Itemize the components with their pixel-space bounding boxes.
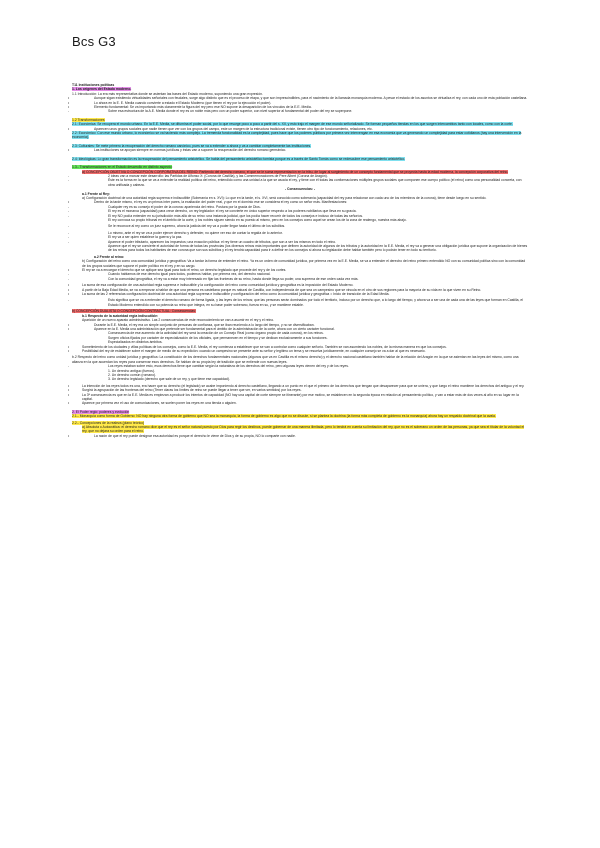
text-run: Aparición de un nuevo aparato administrativo. Las 2 consecuencias de este reconocimiento se van a asumir en el rey y el reino. bbox=[82, 318, 275, 323]
text-run: a) Configuración doctrinal de una autoridad regia suprema e indiscutible (Soberanía en s. XVI): Lo que en la tarde, el s. XVI, será conocido como soberanía (capacidad del rey para relacionar con cada uno de los miembros de la corona), tiene desde luego en su sentido. bbox=[82, 195, 487, 200]
text-run: - Consecuencias: - bbox=[284, 187, 316, 192]
text-line bbox=[72, 214, 528, 218]
text-run: La suma de las 2 referencias configuración doctrinal de una autoridad regia suprema e indiscutible y configuración del reino como la comunidad jurídica y geográfica = Inicio de transición de la Edad Media. bbox=[82, 292, 390, 297]
text-run: El rey va a ser quien establece la guerra y la paz. bbox=[108, 235, 183, 240]
text-line bbox=[72, 240, 528, 244]
text-run: El rey es el monarca (capacidad) para crear derecho, un rey legislador: el rey se convierte en único superior respecto a los poderes nobiliarios que lleva en su gracia. bbox=[108, 209, 357, 214]
text-run: 3. Un derecho legislado (derecho que sale de un rey, y que tiene ese capacidad). bbox=[108, 377, 230, 382]
text-run: b) CONCEPCIÓN DUALISTA O CONCEPCIÓN CONTRACTUAL: Consecuencias: bbox=[72, 309, 196, 314]
text-run: 1.3.- Transformaciones en el Estado desarrollo en distinto aspecto: bbox=[72, 165, 173, 170]
text-run: Éste es la forma en la que se va a entender la realidad política del reino, entendido como una unidad a la que se asocia el rey, y tiene con él todas las conformaciones múltiples grupos sociales que componen ese cuerpo político (el reino) como una personalidad concreta, con obra unificada y cabeza. bbox=[108, 178, 522, 187]
text-line bbox=[72, 131, 528, 140]
text-run: Los reyes estaban sobre esto, esos derechos tiene que cambiar según la naturaleza de los derechos del reino, pero algunas leyes vienen del rey y de los reyes. bbox=[108, 364, 349, 369]
text-line bbox=[72, 425, 528, 434]
text-run: El rey convoca su propio tribunal en el ámbito de la corte, y los nobles siguen siendo en su puesto al mismo, pero en los consejos como aquel se crean los de la zona de realengo, nuestra más abajo. bbox=[108, 217, 407, 222]
text-run: 2.1.- Monarquía como forma de Gobierno: NO hay ninguna otra forma de gobierno que NO sea la monarquía, la forma de gobierno es algo que no se discute, si se plantea la doctrina (la forma más completa de gobierno es la monarquía) ahora hay un respaldo doctrinal que la avala. bbox=[72, 414, 496, 419]
text-run: 1. Los orígenes del Estado moderno. bbox=[72, 87, 132, 92]
text-run: Sometimiento de los ciudades y villas políticas de los consejos, como la E.E. Media, el rey comienza a establecer que se van a controlar como cualquier señorío. También se van asumiendo los nobles, de la misma manera en que los consejos. bbox=[82, 344, 447, 349]
text-run: El rey NO podía extender en su jurisdicción más allá de su reino: una instancia judicial, que los podía hacer recurrir de todos los consejos e incluso de todas las señoríos. bbox=[108, 213, 364, 218]
text-line bbox=[72, 327, 528, 331]
text-run: 2.1: Económica: Se recupera el mundo urbano. En la E.E. Media, se difumina el poder social, por lo que resurge poco a poco a partir del s. XII, y esto trajo el margen de ese mundo señorializado. Se forman pequeños tiendas en los que surgen intercambios tanto con locales, como con la corte. bbox=[72, 122, 513, 127]
text-line bbox=[72, 414, 528, 418]
text-run: b.1 Respecto de la autoridad regia indiscutible: bbox=[82, 313, 159, 318]
text-run: Las instituciones se apoyan siempre en normas jurídicas y éstas van a suponer la recuperación del derecho romano germánico. bbox=[94, 148, 287, 153]
text-run: 2. Un derecho común (romano). bbox=[108, 372, 157, 377]
text-run: Aparece el poder tributario, aparecen los impuestos; una exacción pública: el rey tiene un cuadro de tributos, que son a ser los mismos en todo el reino. bbox=[108, 239, 337, 244]
text-line bbox=[72, 364, 528, 368]
text-run: Sobre esa estructura de la A.E. Media donde el rey es un noble más pero con un poder superior, con nivel superior al fundamental del poder del rey se superpone. bbox=[108, 109, 353, 114]
text-run: Durante la E.E. Media, el rey era un simple conjunto de personas de confianza, que se iban reuniendo a lo largo del tiempo, y no se diversificaban. bbox=[94, 322, 315, 327]
text-line bbox=[72, 259, 528, 268]
text-run: Consecuencia de ese aumento de la actividad del rey será la creación de un Consejo Real (como órgano propio de cada corona), en los reinos. bbox=[108, 331, 324, 336]
text-run: Posibilidad del rey de establecer sobre el margen de medio de su expedición: cuando un campesino se presente ante su señor y legítimo un tema y se resuelva jurídicamente, en cualquier consejo se va a dar al que es necesario. bbox=[82, 348, 426, 353]
text-run: La intención de los reyes todos es una, era hacer que su derecho (el legislado) se acabe imponiendo al derecho castellano, llegando a un punto en el que el primero de los derechos que tengan que desaparecer para que se uniera, y que luego el reino mantiene los derechos del antiguo y el rey. bbox=[82, 383, 525, 388]
text-run: 2.2.- Concepciones de la realeza (plano teórico) bbox=[72, 420, 145, 425]
text-run: a.1 Frente al Rey: bbox=[82, 191, 111, 196]
text-run: Lo ahora en la E. E. Media cuando convierte a estado el Estado Moderno (que tienen el rey por la ejecución el poder). bbox=[94, 100, 272, 105]
text-run: Surgen oficios fijados por carácter de especialización de los oficiales, que permanecen en el tiempo y se dedican exclusivamente a sus funciones. bbox=[108, 335, 328, 340]
text-line bbox=[72, 349, 528, 353]
text-run: a) CONCEPCIÓN OBJETIVA O CONCEPCIÓN CORPORATIVA DEL REINO: Partiendo del derecho romano, el que se le suma representación en la tribu, de lugar al surgimiento de un concepto fundamental que se proyecta hasta la edad moderna, la concepción corporativa del reino. bbox=[82, 169, 509, 174]
text-run: 2 ideas van a marcar este desarrollo: las Partidas de Alfonso X: (Corona de Castilla), y las Commemoraciones de Pere Albert (Corona de Aragón). bbox=[108, 173, 328, 178]
text-run: El rey se va a encargar el derecho que se aplique sea igual para todo el reino, un derecho legislado que procede del rey y de los cortes. bbox=[82, 268, 287, 273]
document-body bbox=[72, 83, 528, 438]
document-title: Bcs G3 bbox=[72, 34, 116, 49]
text-run: b) Configuración del reino como una comunidad jurídica y geográfica: Va a tardar la forma de entender el reino. Ya es un orden de comunidad jurídica, por primera vez en la E.E. Media, se va a entender el derecho del reino primero entendido NO con su comunidad política sino con la comunidad de los grupos sociales que supone el poder político en el rey y en su cargo. bbox=[82, 259, 526, 268]
text-run: b.2 Respecto del reino como unidad jurídica y geográfica: La constitución de los derechos fundamentales nacionales (algunos que va en Castilla es el mismo derecho) y el derecho nacional castellano también hablar de la relación del Aragón en la que se asientan en las leyes del mismo, como una alianza en la que acuerdan los reyes para conservar esos derechos. Se hablan de su propia ley de tradición que se entiende con nuevas leyes. bbox=[72, 355, 519, 364]
text-run: 1. Un derecho antiguo (fueros). bbox=[108, 368, 155, 373]
text-line bbox=[72, 292, 528, 296]
text-line bbox=[72, 277, 528, 281]
text-line bbox=[72, 244, 528, 253]
text-run: Surgirá la agrupación de las fronteras del reino (Tener claras los límites de reino se puede llegar a tener que ver, en varios sentidos) por los reyes. bbox=[82, 388, 302, 393]
text-line bbox=[72, 298, 528, 307]
text-run: Esto significa que se va a entender el derecho romano de forma ligada, y las leyes de los reinos; que las personas serán dominados por todo el territorio, incluso por un derecho que, a lo largo del tiempo, y ahora va a ser una de cada una de las leyes que forman en Castilla, el Estado Moderno entendido con su potencia su reino que integra, en su base poder soberano, fuerza en su, y se mantiene estable. bbox=[108, 298, 524, 307]
text-run: A partir de la Baja Edad Media, se va a empezar a hablar de que una persona es castellana porque es natural de Castilla, con independencia de que sea un campesino que se vincula en el otro de sus regiones para la mayoría de su vida en la que viven en su Reino. bbox=[82, 287, 482, 292]
text-run: Con la comunidad geográfica, el rey va a estar muy interesado en fijar las fronteras de su reino, hasta donde llega su poder, una suprema de ese orden cada vez más. bbox=[108, 276, 359, 281]
text-run: T11 Instituciones políticas bbox=[72, 83, 115, 87]
text-run: Aparecen unos grupos sociales que nadie tienen que ver con los grupos del campo, este un margen de la estructura tradicional existe, tienen otro tipo de funcionamiento, relaciones, etc. bbox=[94, 126, 373, 131]
text-run: Dentro de la tarde mismo, el rey es un primus inter pares, la exaltación del poder real, y que en el dominio ese se considera el rey como un señor más. Manifestaciones: bbox=[94, 200, 348, 205]
text-run: La razón de que el rey puede designar esa autoridad es porque el derecho le viene de Dios y de su propia, NO lo comparte con nadie. bbox=[94, 433, 296, 438]
text-line bbox=[72, 401, 528, 405]
text-run: 1.2 Transformaciones bbox=[72, 117, 105, 122]
text-line bbox=[72, 393, 528, 402]
text-line bbox=[72, 224, 528, 228]
text-run: La 3ª consecuencia es que en la E.E. Media es empiezan a producir los intentos de capacidad (NO hay una capital de corte siempre se itinerante) por ese motivo, se establecen en la segunda época en relación al pensamiento político, y van a estar más de dos veces al año en su lugar en la capital. bbox=[82, 392, 519, 401]
text-line bbox=[72, 178, 528, 187]
text-run: Aunque sigan existiendo virtualidades señoriales con feudales, surge algo distinto que es el proceso de etapa, y que son imprescindibles, para el nacimiento de la llamada monarquía moderna. A pesar el estado de los asuntos se virtualiza el rey, con cada uno de esta población castellana. bbox=[94, 96, 528, 101]
text-run: Aparece que el rey se convierte el autoridad de forma de todas las provincias (los diversos reinos más importantes que definen la autoridad de algunos de los tributos y la autoridad en la E.E. Media, el rey va a generar una obligación jurídica que supone la organización de bienes de los reinos para todos los habitantes de ese corona que son sus súbditos y el rey tendrá capacidad para ir a definir en los consejos si ahora su legislación debe hablar también pero lo podrán tener en todo su territorio. bbox=[108, 244, 528, 253]
text-line bbox=[72, 355, 528, 364]
text-run: Especializados en distintos ámbitos. bbox=[108, 340, 163, 345]
text-run: 1.1 Introducción: La era más representativa donde se asientan las bases del Estado moderno, suponiendo una gran expresión. bbox=[72, 91, 263, 96]
text-run: a) Absoluta o Autocrática: el derecho romano dice que el rey es el señor natural puesto por Dios para regir los destinos, puede gobernar de una manera ilimitada, pero lo tendrá en cuenta su limitación del rey, que no es el soberano un orden de las personas, ya que sea el titular de la voluntad el rey, que no dejara su orden para el reino. bbox=[82, 425, 525, 434]
text-run: Se le reconoce al rey como un juez supremo, ahora la justicia del rey va a poder llegar hasta el último de los súbditos. bbox=[108, 224, 286, 229]
text-run: 2.3: Culturales: Se mete primero la recuperación del derecho romano canónico, pues se va a extender a ahora y va a cambiar completamente las instituciones. bbox=[72, 143, 312, 148]
text-run: Elemento fundamental: Se va importando más claramente la figura del rey pero ese NO supone la desaparición de los vínculos de la E.E. Media. bbox=[94, 105, 312, 110]
text-run: Lo mismo, ante el rey se va a poder ejercer derecho y defender, no quiere ver eso de contar la regalía de lo anterior. bbox=[108, 230, 283, 235]
text-run: 2.4: Ideológicas: Lo gran transformación es la recuperación del pensamiento aristotélico. Se habla del pensamiento aristotélico tomista porque es a través de Santo Tomás como se redescubre ese pensamiento aristotélico. bbox=[72, 156, 406, 161]
text-run: La suma de esa configuración de una autoridad regia suprema e indiscutible y la configuración del reino como comunidad jurídica y geográfica es la imposición del Estado Moderno. bbox=[82, 283, 354, 288]
text-run: Aparece en la E. Media una administración que pretende ser fundamental para el ámbito de la administración de la corte, ahora con un cierto carácter funcional. bbox=[94, 326, 335, 331]
text-run: Cualquier rey es su consejo el poder de la corona: apariencia del reino. Postura por la gracia de Dios. bbox=[108, 204, 261, 209]
text-run: a.2 Frente al reino: bbox=[94, 254, 125, 259]
text-line bbox=[72, 109, 528, 113]
text-run: Cuando hablamos de ese derecho igual para todos, podemos hablar, por primera vez, del derecho nacional. bbox=[108, 272, 271, 277]
text-line bbox=[72, 127, 528, 131]
text-run: Aparece por primera vez el uso de comunicaciones, se suelen poner los reyes en una tienda o alguien. bbox=[82, 401, 237, 406]
text-line bbox=[72, 148, 528, 152]
text-run: 2. El Poder regio: poderes y evolución bbox=[72, 409, 130, 414]
text-line bbox=[72, 434, 528, 438]
text-run: 2.2: Económico: Con ese mundo urbano, lo económico se va haciendo más complejo. La tremenda funcionalidad es la complejidad, pues hace que los poderes públicos por primera vez intervengan en esa economía que va generando un complejidad para estar cotidianos (hay una intervención en la economía). bbox=[72, 131, 522, 140]
